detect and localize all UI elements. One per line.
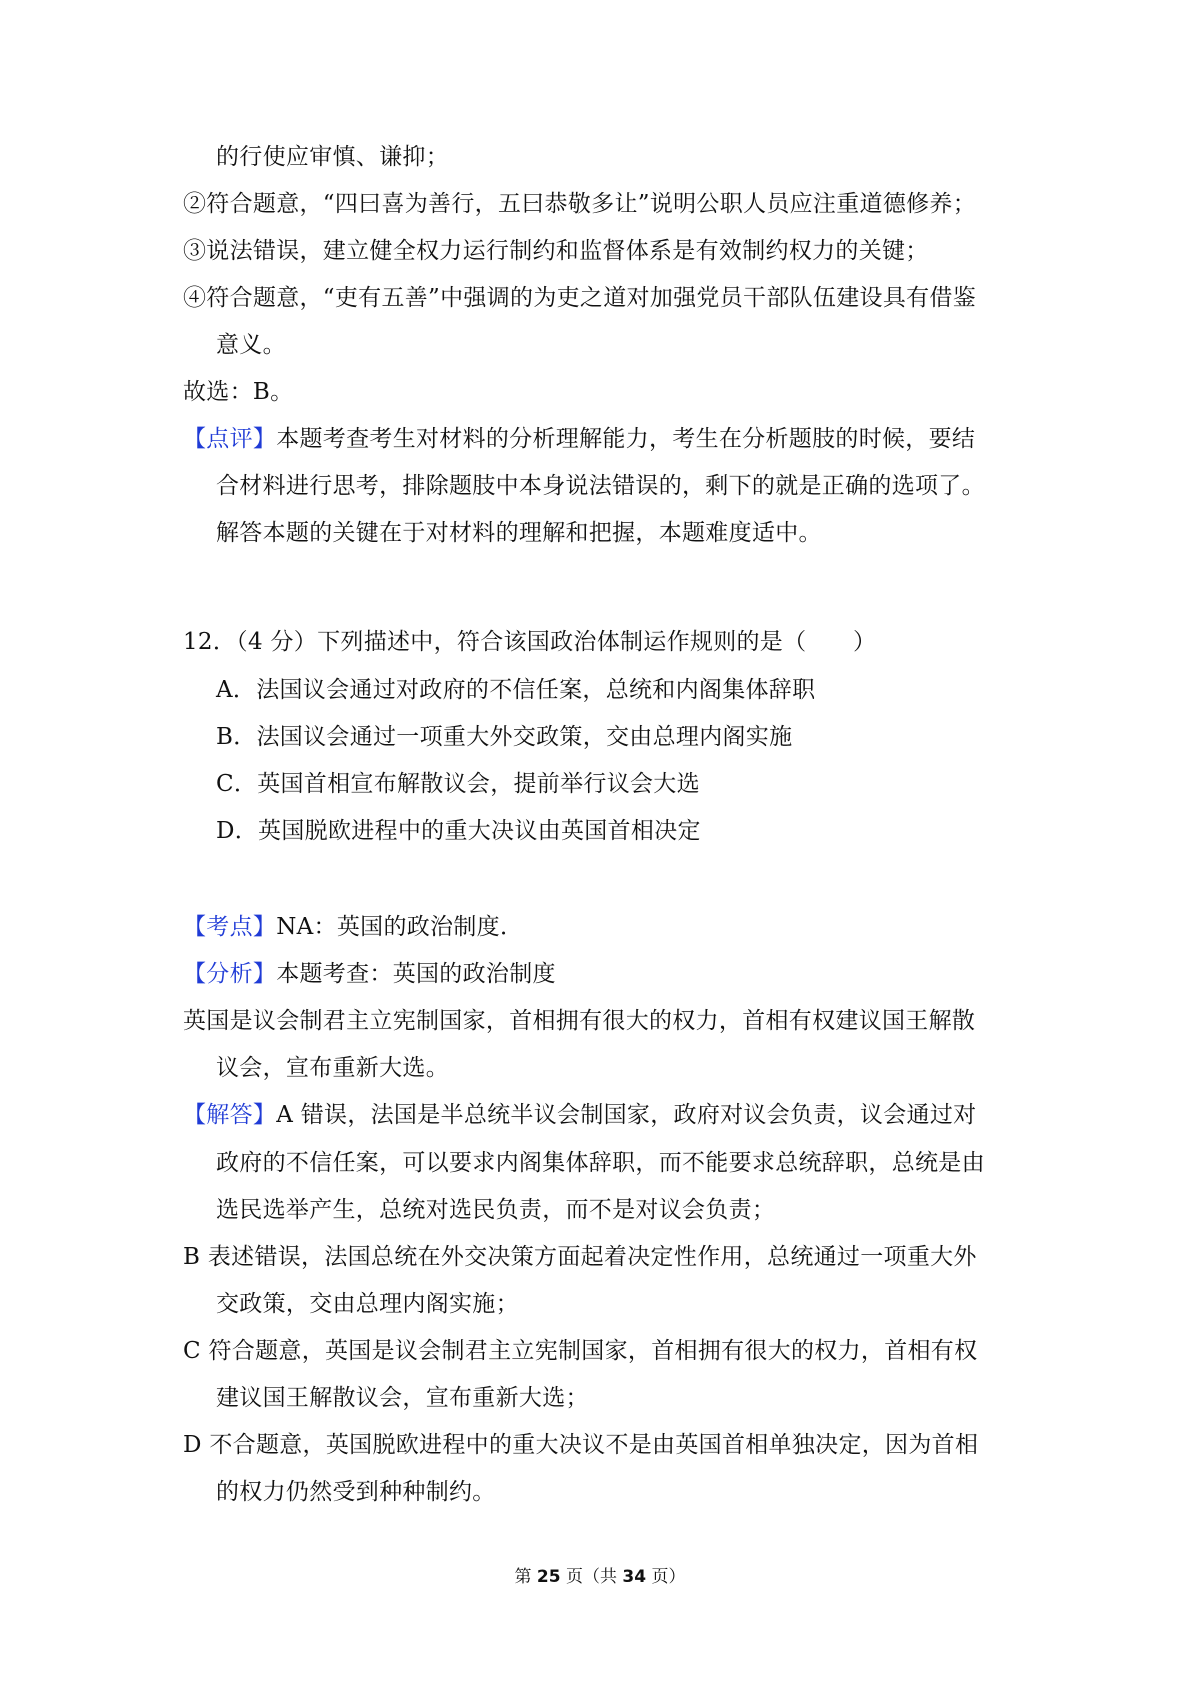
analysis-text: 本题考查：英国的政治制度 [276,961,556,987]
text-line: 政府的不信任案，可以要求内阁集体辞职，而不能要求总统辞职，总统是由 [216,1150,985,1176]
footer-suffix: 页） [646,1567,686,1587]
text-line: 英国是议会制君主立宪制国家，首相拥有很大的权力，首相有权建议国王解散 [183,1008,976,1034]
conclusion-line: 故选：B。 [183,379,294,405]
text-line: 议会，宣布重新大选。 [216,1055,449,1081]
analysis-paragraph [183,959,556,989]
text-line: 建议国王解散议会，宣布重新大选； [216,1385,589,1411]
analysis-tag: 【分析】 [183,961,277,987]
text-line: 的权力仍然受到种种制约。 [216,1479,496,1505]
page-footer [0,1566,1200,1588]
review-tag: 【点评】 [183,426,277,452]
review-paragraph [183,424,975,454]
text-line: 选民选举产生，总统对选民负责，而不是对议会负责； [216,1197,776,1223]
point-text: NA：英国的政治制度． [276,914,524,940]
footer-middle: 页（共 [560,1567,623,1587]
page-number: 25 [536,1567,561,1587]
option-c: C．英国首相宣布解散议会，提前举行议会大选 [216,771,700,797]
review-text: 本题考查考生对材料的分析理解能力，考生在分析题肢的时候，要结 [276,426,976,452]
answer-paragraph [183,1100,976,1130]
text-line: D 不合题意，英国脱欧进程中的重大决议不是由英国首相单独决定，因为首相 [183,1432,979,1458]
text-line: C 符合题意，英国是议会制君主立宪制国家，首相拥有很大的权力，首相有权 [183,1338,978,1364]
question-stem: 12．（4 分）下列描述中，符合该国政治体制运作规则的是（ ） [183,629,877,655]
text-line: 交政策，交由总理内阁实施； [216,1291,519,1317]
text-line: 解答本题的关键在于对材料的理解和把握，本题难度适中。 [216,520,822,546]
text-line: ③说法错误，建立健全权力运行制约和监督体系是有效制约权力的关键； [183,238,929,264]
text-line: 意义。 [216,332,286,358]
point-tag: 【考点】 [183,914,277,940]
text-line: 的行使应审慎、谦抑； [216,144,449,170]
text-line: ②符合题意，“四曰喜为善行，五曰恭敬多让”说明公职人员应注重道德修养； [183,191,977,217]
option-b: B．法国议会通过一项重大外交政策，交由总理内阁实施 [216,724,793,750]
point-paragraph [183,912,523,942]
answer-tag: 【解答】 [183,1102,277,1128]
text-line: B 表述错误，法国总统在外交决策方面起着决定性作用，总统通过一项重大外 [183,1244,977,1270]
text-line: 合材料进行思考，排除题肢中本身说法错误的，剩下的就是正确的选项了。 [216,473,985,499]
option-a: A．法国议会通过对政府的不信任案，总统和内阁集体辞职 [216,677,816,703]
option-d: D．英国脱欧进程中的重大决议由英国首相决定 [216,818,701,844]
footer-prefix: 第 [514,1567,537,1587]
text-line: ④符合题意，“吏有五善”中强调的为吏之道对加强党员干部队伍建设具有借鉴 [183,285,977,311]
answer-text: A 错误，法国是半总统半议会制国家，政府对议会负责，议会通过对 [276,1102,977,1128]
total-pages: 34 [622,1567,647,1587]
